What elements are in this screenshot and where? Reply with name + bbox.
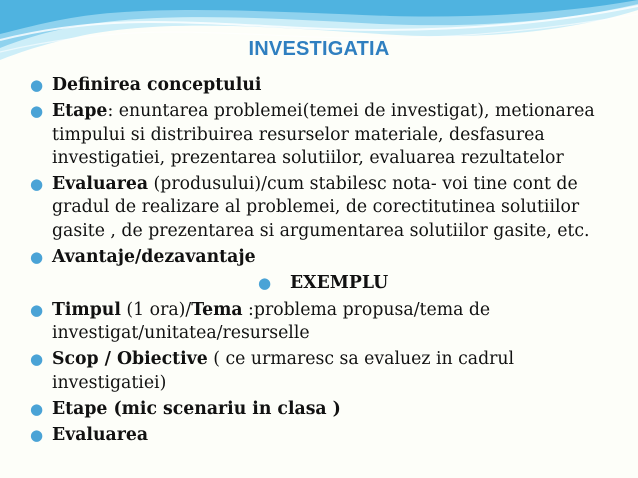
list-item-definirea [0,74,638,97]
list-item-etape-scenariu [0,398,638,421]
item-bold: Etape (mic scenariu in clasa ) [52,398,341,419]
bullet-dot-icon: ● [30,76,44,94]
item-bold: Scop / Obiective [52,349,208,370]
item-bold: Evaluarea [52,174,149,195]
bullet-dot-icon: ● [30,399,44,418]
item-text-2: :problema propusa/tema de investigat/unitatea/resurselle [52,299,491,343]
slide-title: INVESTIGATIA [248,38,390,60]
list-item-avantaje [0,246,638,269]
item-bold: EXEMPLU [290,273,389,294]
item-bold: Etape [52,101,108,122]
bullet-dot-icon: ● [258,274,272,293]
bullet-dot-icon: ● [30,248,44,267]
list-item-evaluarea [0,424,638,447]
list-item-etape [0,100,638,170]
item-bold: Definirea conceptului [52,75,262,95]
bullet-dot-icon: ● [30,175,44,194]
item-bold: Evaluarea [52,425,149,446]
bullet-list [0,74,638,450]
bullet-dot-icon: ● [30,350,44,369]
list-item-scop [0,348,638,395]
item-bold: Timpul [52,299,121,320]
list-item-evaluarea-produs [0,173,638,243]
list-item-exemplu [0,272,638,295]
bullet-dot-icon: ● [30,426,44,445]
item-bold-2: Tema [191,299,243,320]
bullet-dot-icon: ● [30,300,44,319]
item-text: : enuntarea problemei(temei de investigat), metionarea timpului si distribuirea resurselor materiale, desfasurea investigatiei, prezentarea solutiilor, evaluarea rezultatelor [52,101,595,168]
item-text: (produsului)/cum stabilesc nota- voi tine cont de gradul de realizare al problemei, de corectitutinea solutiilor gasite , de prezentarea si argumentarea solutiilor gasite, etc. [52,174,590,241]
list-item-timpul [0,299,638,346]
item-text: (1 ora)/ [120,299,192,320]
item-text: ( ce urmaresc sa evaluez in cadrul investigatiei) [52,349,515,393]
bullet-dot-icon: ● [30,102,44,121]
item-bold: Avantaje/dezavantaje [52,247,256,268]
